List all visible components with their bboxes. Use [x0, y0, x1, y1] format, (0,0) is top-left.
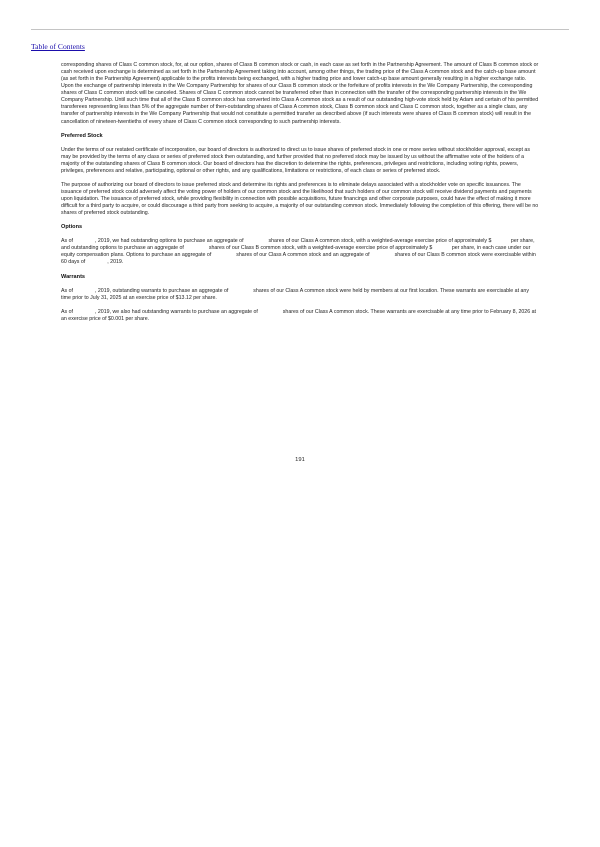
options-text: As of [61, 238, 73, 245]
warrants-text: shares of our Class A common stock were held by members at our first location. These warrants are exercisable at any time prior to July 31, 2025 at an exercise price of $13.12 per share. [61, 287, 529, 301]
warrants-text: shares of our Class A common stock. These warrants are exercisable at any time prior to February 8, 2026 at an exercise price of $0.001 per share. [61, 308, 536, 322]
document-body [61, 62, 539, 330]
warrants-text: , 2019, we also had outstanding warrants to purchase an aggregate of [94, 308, 258, 315]
warrants-paragraph-2 [61, 309, 539, 323]
options-text: , 2019. [107, 259, 124, 266]
options-paragraph [61, 238, 539, 266]
options-text: shares of our Class A common stock, with a weighted-average exercise price of approximately $ [268, 238, 492, 245]
preferred-stock-paragraph-1: Under the terms of our restated certificate of incorporation, our board of directors is authorized to direct us to issue shares of preferred stock in one or more series without stockholder approval, except as may be provided by the terms of any class or series of preferred stock then outstanding, and further provided that no preferred stock may be issued by us without the affirmative vote of the holders of a majority of the outstanding shares of Class B common stock. Our board of directors has the discretion to determine the rights, preferences, privileges and restrictions, including voting rights, powers, privileges, preferences and relative, participating, optional or other rights, and any qualifications, limitations or restrictions, of each class or series of preferred stock. [61, 146, 530, 174]
options-text: shares of our Class A common stock and an aggregate of [236, 252, 370, 259]
table-of-contents-link[interactable]: Table of Contents [31, 42, 85, 51]
options-text: , 2019, we had outstanding options to purchase an aggregate of [94, 238, 244, 245]
options-text: per share, and outstanding options to purchase an aggregate of [61, 238, 535, 252]
page-number: 191 [295, 457, 305, 463]
warrants-text: As of [61, 308, 73, 315]
header-rule [31, 29, 569, 30]
warrants-text: As of [61, 287, 73, 294]
warrants-text: , 2019, outstanding warrants to purchase an aggregate of [94, 287, 229, 294]
options-text: per share, in each case under our equity compensation plans. Options to purchase an aggregate of [61, 245, 531, 259]
intro-paragraph: corresponding shares of Class C common stock, for, at our option, shares of Class B common stock or cash, in each case as set forth in the Partnership Agreement. The amount of Class B common stock or cash received upon exchange is determined as set forth in the Partnership Agreement taking into account, among other things, the trading price of the Class A common stock and the catch-up base amount (as set forth in the Partnership Agreement) applicable to the profits interests being exchanged, with a higher trading price and lower catch-up base amount generally resulting in a higher exchange ratio. Upon the exchange of partnership interests in the We Company Partnership for shares of our Class B common stock or the forfeiture of profits interests in the We Company Partnership, the corresponding shares of Class C common stock will be canceled. Shares of Class C common stock cannot be transferred other than in connection with the transfer of the corresponding partnership interests in the We Company Partnership. Until such time that all of the Class B common stock has converted into Class A common stock as a result of our outstanding high-vote stock held by Adam and certain of his permitted transferees representing less than 5% of the aggregate number of then-outstanding shares of Class A common stock, Class B common stock and Class C common stock, together as a single class, any transfer of partnership interests in the We Company Partnership that would not constitute a permitted transfer as described above (if such interests were shares of Class B common stock) will result in the cancellation of nineteen-twentieths of every share of Class C common stock corresponding to such partnership interests. [61, 62, 539, 125]
options-text: shares of our Class B common stock were exercisable within 60 days of [61, 252, 536, 266]
preferred-stock-paragraph-2: The purpose of authorizing our board of directors to issue preferred stock and determine its rights and preferences is to eliminate delays associated with a stockholder vote on specific issuances. The issuance of preferred stock could adversely affect the voting power of holders of our common stock and the likelihood that such holders of our common stock will receive dividend payments and payments upon liquidation. The issuance of preferred stock, while providing flexibility in connection with possible acquisitions, future financings and other corporate purposes, could have the effect of making it more difficult for a third party to acquire, or could discourage a third party from seeking to acquire, a majority of our outstanding common stock. Immediately following the completion of this offering, there will be no shares of preferred stock outstanding. [61, 181, 539, 217]
warrants-paragraph-1 [61, 288, 539, 302]
options-heading: Options [61, 224, 83, 231]
preferred-stock-heading: Preferred Stock [61, 132, 103, 139]
options-text: shares of our Class B common stock, with a weighted-average exercise price of approximately $ [208, 245, 433, 252]
warrants-heading: Warrants [61, 273, 86, 280]
